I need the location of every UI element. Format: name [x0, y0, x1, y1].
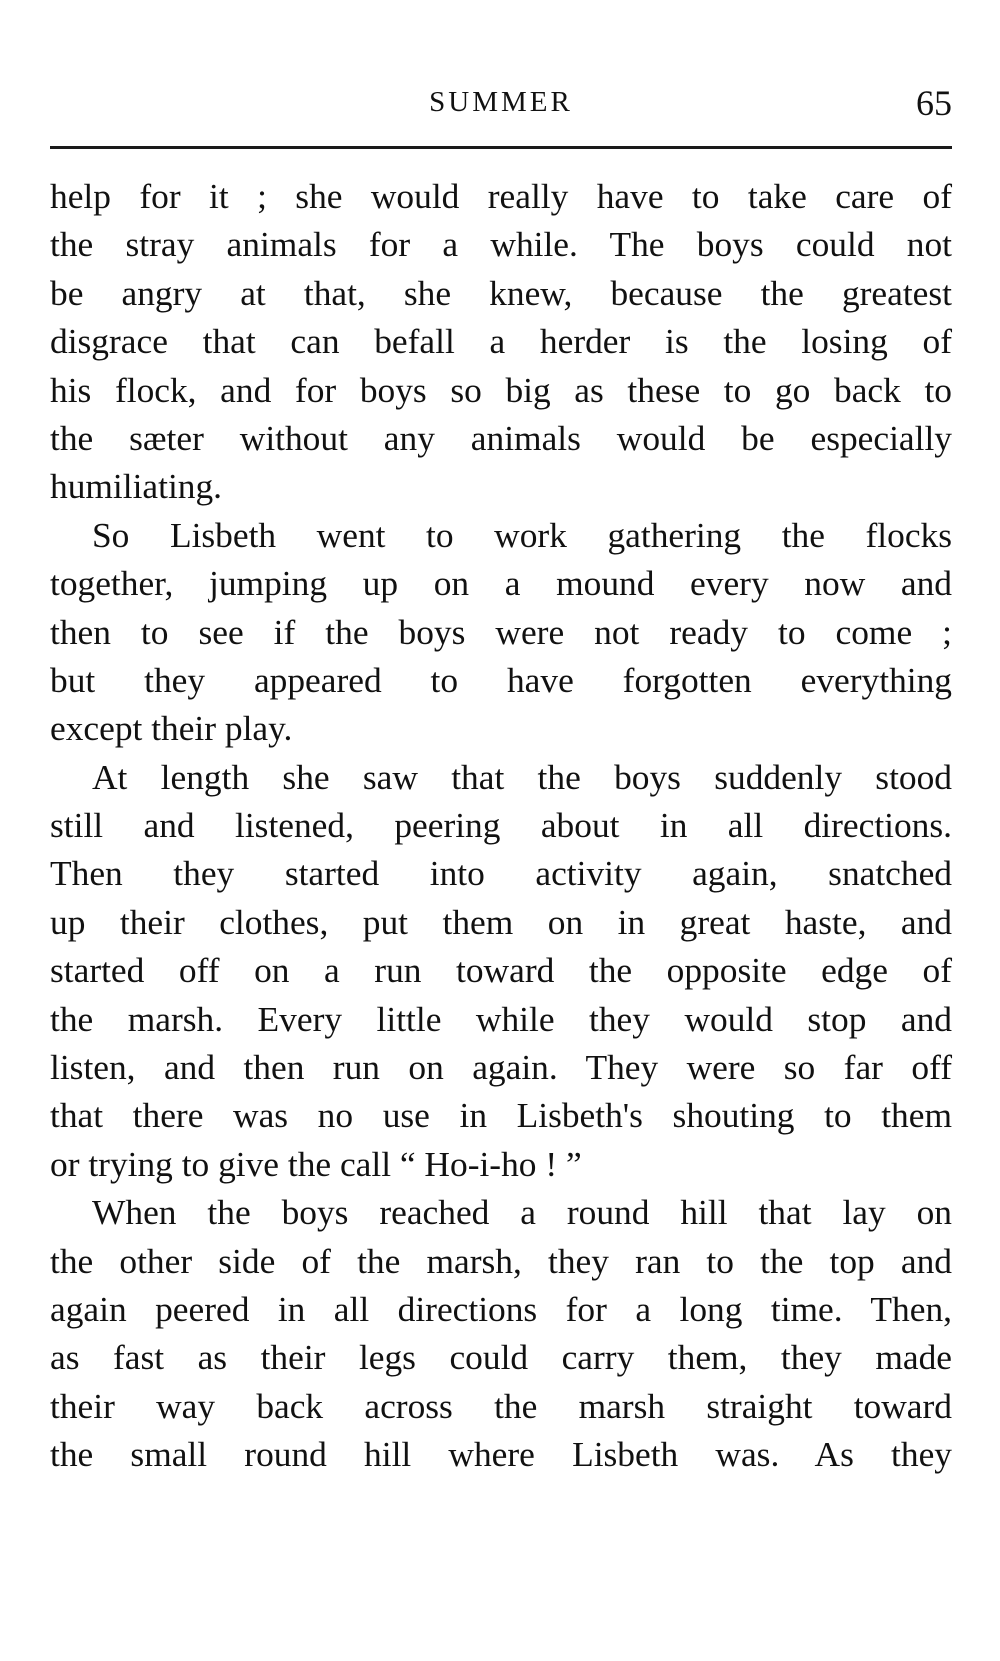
text-line: up their clothes, put them on in great haste, and — [50, 901, 952, 942]
text-line: So Lisbeth went to work gathering the flocks — [92, 514, 952, 555]
text-line: their way back across the marsh straight toward — [50, 1385, 952, 1426]
text-line: except their play. — [50, 708, 293, 749]
body-text — [50, 172, 952, 1479]
text-line: the sæter without any animals would be especially — [50, 417, 952, 458]
text-line: the small round hill where Lisbeth was. As they — [50, 1434, 952, 1475]
text-line: but they appeared to have forgotten everything — [50, 659, 952, 700]
text-line: humiliating. — [50, 466, 223, 507]
text-line: the marsh. Every little while they would stop and — [50, 998, 952, 1039]
text-line: as fast as their legs could carry them, they made — [50, 1337, 952, 1378]
header-rule — [50, 146, 952, 149]
text-line: together, jumping up on a mound every now and — [50, 563, 952, 604]
text-line: Then they started into activity again, snatched — [50, 853, 952, 894]
text-line: disgrace that can befall a herder is the losing of — [50, 321, 952, 362]
text-line: started off on a run toward the opposite edge of — [50, 950, 952, 991]
text-line: be angry at that, she knew, because the greatest — [50, 272, 952, 313]
text-line: listen, and then run on again. They were so far off — [50, 1047, 952, 1088]
text-line: help for it ; she would really have to take care of — [50, 176, 952, 216]
text-line: At length she saw that the boys suddenly stood — [92, 756, 952, 797]
text-line: that there was no use in Lisbeth's shouting to them — [50, 1095, 952, 1136]
page-number: 65 — [916, 83, 952, 123]
text-line: the other side of the marsh, they ran to the top and — [50, 1240, 952, 1281]
text-line: his flock, and for boys so big as these to go back to — [50, 369, 952, 410]
text-line: still and listened, peering about in all directions. — [50, 805, 952, 846]
text-line: then to see if the boys were not ready to come ; — [50, 611, 952, 652]
running-title: SUMMER — [429, 86, 573, 118]
text-line: the stray animals for a while. The boys could not — [50, 224, 952, 265]
text-line: or trying to give the call “ Ho-i-ho ! ” — [50, 1143, 582, 1184]
text-line: When the boys reached a round hill that lay on — [92, 1192, 952, 1233]
running-head — [50, 78, 952, 128]
text-line: again peered in all directions for a long time. Then, — [50, 1288, 952, 1329]
